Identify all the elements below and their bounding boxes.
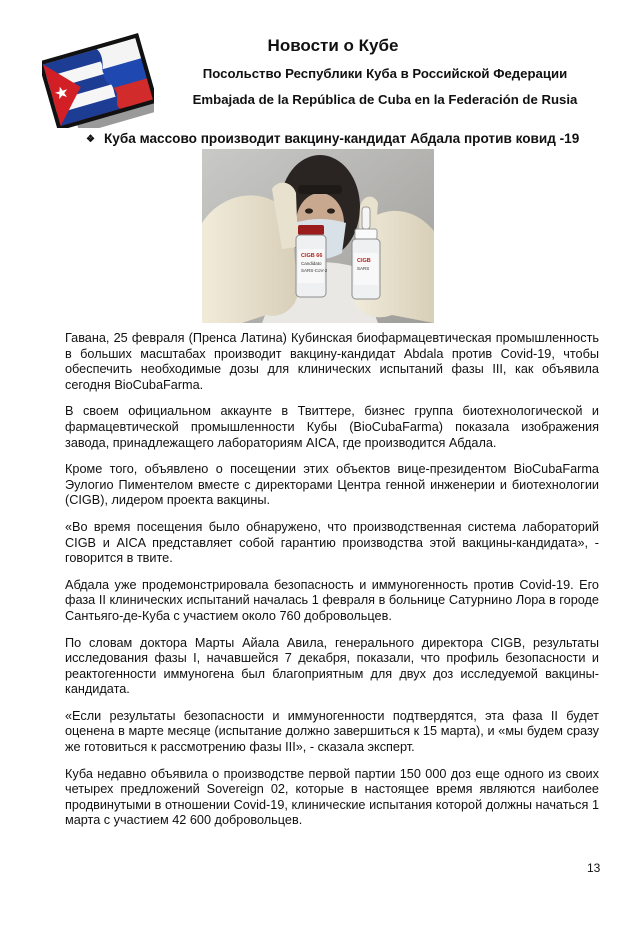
diamond-bullet-icon: ❖ [86, 134, 95, 145]
right-vial-label-2: SARS [357, 266, 370, 271]
article-headline [86, 131, 579, 146]
embassy-name-spanish: Embajada de la República de Cuba en la Federación de Rusia [192, 92, 578, 107]
article-paragraph: Гавана, 25 февраля (Пренса Латина) Кубинская биофармацевтическая промышленность в больших масштабах производит вакцину-кандидат Abdala против Covid-19, чтобы обеспечить необходимые дозы для клинических испытаний фазы III, как объявила сегодня BioCubaFarma. [65, 331, 599, 392]
article-paragraph: Абдала уже продемонстрировала безопасность и иммуногенность против Covid-19. Его фаза II клинических испытаний началась 1 февраля в больнице Сатурнино Лора в городе Сантьяго-де-Куба с участием около 760 добровольцев. [65, 577, 599, 623]
article-paragraph: «Если результаты безопасности и иммуногенности подтвердятся, эта фаза II будет оценена в марте месяце (испытание должно завершиться к 15 марта), и «мы будем сразу же готовиться к рассмотрению фазы III», - сказала эксперт. [65, 708, 599, 755]
left-vial-label-2: Candidato [301, 261, 322, 266]
right-vial-label-1: CIGB [357, 258, 371, 264]
article-paragraph: «Во время посещения было обнаружено, что производственная система лабораторий CIGB и AICA представляет собой гарантию производства этой вакцины-кандидата», - говорится в твите. [65, 519, 599, 566]
article-paragraph: Кроме того, объявлено о посещении этих объектов вице-президентом BioCubaFarma Эулогио Пиментелом вместе с директорами Центра генной инженерии и биотехнологии (CIGB), лидером проекта вакцины. [65, 462, 599, 508]
article-body [65, 331, 599, 840]
vaccine-vials-photo [202, 149, 434, 323]
embassy-name-russian: Посольство Республики Куба в Российской Федерации [202, 66, 568, 81]
left-vial-label-1: CIGB 66 [301, 253, 323, 259]
article-paragraph: По словам доктора Марты Айала Авила, генерального директора CIGB, результаты исследования фазы I, начавшейся 7 декабря, показали, что профиль безопасности и реактогенности иммуногена был благоприятным для двух доз исследуемой вакцины-кандидата. [65, 635, 599, 697]
headline-text: Куба массово производит вакцину-кандидат Абдала против ковид -19 [104, 131, 580, 146]
left-vial-label-3: SARS-CoV-2 [301, 268, 328, 273]
page-number: 13 [587, 861, 601, 875]
page-title: Новости о Кубе [267, 36, 399, 55]
article-paragraph: Куба недавно объявила о производстве первой партии 150 000 доз еще одного из своих четырех предложений Sovereign 02, которые в настоящее время являются наиболее продвинутыми в отношении Covid-19, клинические испытания которой должны начаться 1 марта с участием 42 600 добровольцев. [65, 766, 599, 828]
article-paragraph: В своем официальном аккаунте в Твиттере, бизнес группа биотехнологической и фармацевтической промышленности Кубы (BioCubaFarma) показала изображения завода, принадлежащего лабораториям AICA, где производится Абдала. [65, 404, 599, 450]
